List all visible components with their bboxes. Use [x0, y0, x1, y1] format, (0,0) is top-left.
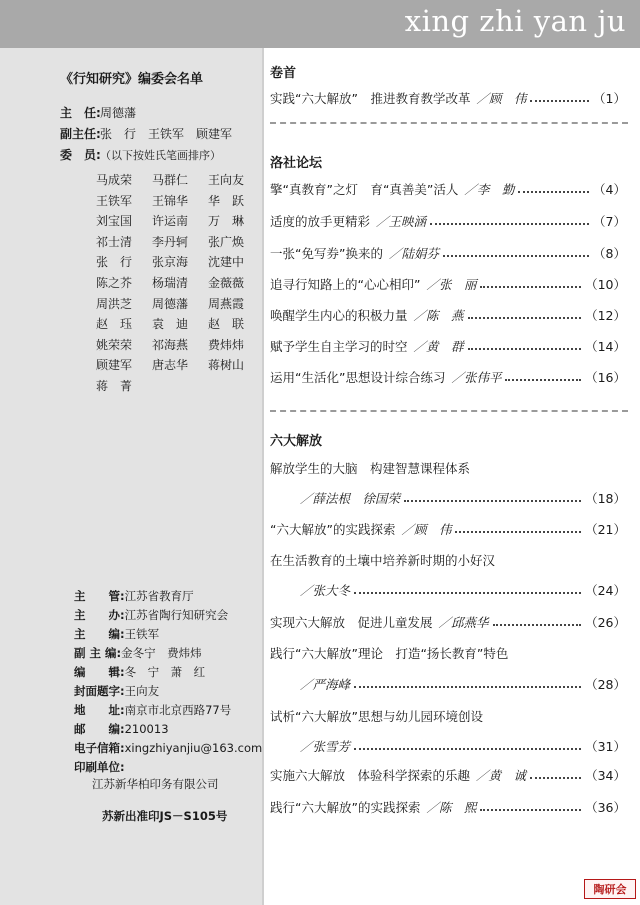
toc-entry[interactable]: [270, 458, 626, 478]
toc-entry-author: ／黄 群: [413, 339, 464, 354]
member-name: 陈之芥: [96, 275, 133, 290]
toc-entry[interactable]: [270, 211, 626, 231]
toc-entry-author: ／顾 伟: [476, 91, 527, 106]
members-row: [96, 191, 264, 212]
members-row: [96, 252, 264, 273]
pub-label: 主 编:: [74, 627, 125, 641]
member-name: 马群仁: [152, 173, 189, 187]
pub-editor-in-chief: [74, 626, 159, 642]
members-row: [96, 170, 264, 191]
toc-entry-title: 实现六大解放 促进儿童发展: [270, 615, 433, 630]
toc-entry-title: 赋予学生自主学习的时空: [270, 339, 408, 354]
toc-entry-page: （8）: [593, 246, 626, 261]
toc-entry-title: 唤醒学生内心的积极力量: [270, 308, 408, 323]
toc-entry-title: 适度的放手更精彩: [270, 214, 371, 229]
toc-entry-title: 在生活教育的土壤中培养新时期的小好汉: [270, 553, 496, 568]
pub-label: 邮 编:: [74, 722, 125, 736]
toc-entry[interactable]: [270, 550, 626, 570]
pub-label: 副 主 编:: [74, 646, 122, 660]
members-row: [96, 232, 264, 253]
committee-title: 《行知研究》编委会名单: [60, 72, 204, 87]
member-name: 袁 迪: [152, 317, 189, 332]
toc-entry-title: 一张“免写券”换来的: [270, 246, 383, 261]
toc-entry-title: 试析“六大解放”思想与幼儿园环境创设: [270, 709, 483, 724]
pub-value: 江苏省教育厅: [124, 589, 194, 603]
pub-label: 地 址:: [74, 703, 125, 717]
director-label: 主 任:: [60, 106, 101, 120]
header-title: xing zhi yan ju: [404, 4, 626, 38]
toc-entry-continuation[interactable]: [300, 674, 626, 694]
printer-name: 江苏新华柏印务有限公司: [92, 777, 219, 791]
toc-entry-author: ／顾 伟: [401, 522, 452, 537]
toc-entry-page: （31）: [585, 739, 626, 754]
section-divider: [270, 122, 628, 124]
toc-entry-author: ／陈 熙: [426, 800, 477, 815]
member-name: 赵 联: [208, 317, 245, 332]
toc-entry[interactable]: [270, 643, 626, 663]
dot-leader: [480, 286, 581, 288]
dot-leader: [354, 748, 581, 750]
pub-printer-label: [74, 759, 125, 775]
toc-entry[interactable]: [270, 336, 626, 356]
dot-leader: [443, 255, 589, 257]
toc-entry-author: ／张伟平: [451, 370, 502, 385]
toc-entry-page: （12）: [585, 308, 626, 323]
dot-leader: [530, 777, 581, 779]
pub-value: 金冬宁 费炜炜: [121, 646, 202, 660]
pub-deputy-editor: [74, 645, 202, 661]
section-divider: [270, 410, 628, 412]
toc-entry[interactable]: [270, 612, 626, 632]
pub-label: 电子信箱:: [74, 741, 125, 755]
toc-entry-continuation[interactable]: [300, 736, 626, 756]
toc-entry-author: ／张 丽: [426, 277, 477, 292]
pub-value: 冬 宁 萧 红: [124, 665, 206, 679]
member-name: 顾建军: [96, 358, 133, 373]
pub-supervisor: [74, 588, 194, 604]
toc-entry-title: 追寻行知路上的“心心相印”: [270, 277, 421, 292]
dot-leader: [480, 809, 581, 811]
members-row: [96, 294, 264, 315]
pub-postcode: [74, 721, 169, 737]
pub-email: [74, 740, 262, 756]
member-name: 万 琳: [208, 214, 245, 229]
toc-entry-title: 擎“真教育”之灯 育“真善美”活人: [270, 182, 459, 197]
toc-entry-title: 运用“生活化”思想设计综合练习: [270, 370, 446, 385]
toc-entry-page: （14）: [585, 339, 626, 354]
member-name: 蒋树山: [208, 358, 245, 373]
member-name: 马成荣: [96, 173, 133, 187]
toc-entry[interactable]: [270, 706, 626, 726]
member-name: 祁海燕: [152, 337, 189, 352]
member-name: 华 跃: [208, 193, 245, 208]
pub-value: 南京市北京西路77号: [124, 703, 232, 717]
member-name: 周德藩: [152, 296, 189, 311]
members-row: [96, 314, 264, 335]
dot-leader: [430, 223, 589, 225]
pub-value: 王向友: [124, 684, 160, 698]
dot-leader: [468, 317, 582, 319]
member-name: 张广焕: [208, 234, 245, 249]
toc-entry-title: “六大解放”的实践探索: [270, 522, 396, 537]
toc-entry-title: 践行“六大解放”理论 打造“扬长教育”特色: [270, 646, 509, 661]
member-name: 唐志华: [152, 358, 189, 373]
member-name: 王锦华: [152, 193, 189, 208]
dot-leader: [354, 592, 581, 594]
member-name: 张 行: [96, 255, 133, 270]
dot-leader: [493, 624, 582, 626]
toc-entry[interactable]: [270, 765, 626, 785]
vice-director-label: 副主任:: [60, 127, 101, 141]
pub-value: 王铁军: [124, 627, 160, 641]
member-name: 王向友: [208, 173, 245, 187]
pub-label: 封面题字:: [74, 684, 125, 698]
toc-entry-author: ／张大冬: [300, 583, 351, 598]
members-label: 委 员:: [60, 148, 101, 162]
toc-entry-page: （36）: [585, 800, 626, 815]
pub-cover-calligraphy: [74, 683, 159, 699]
toc-entry-author: ／陈 燕: [413, 308, 464, 323]
toc-entry[interactable]: [270, 179, 626, 199]
dot-leader: [354, 686, 581, 688]
member-name: 赵 珏: [96, 317, 133, 332]
dot-leader: [468, 348, 582, 350]
vice-director-names: 张 行 王铁军 顾建军: [100, 127, 233, 141]
dot-leader: [518, 191, 589, 193]
members-row: [96, 355, 264, 376]
pub-value: xingzhiyanjiu@163.com: [124, 741, 263, 755]
member-name: 周洪芝: [96, 296, 133, 311]
toc-entry[interactable]: [270, 274, 626, 294]
toc-entry-page: （18）: [585, 491, 626, 506]
pub-value: 江苏省陶行知研究会: [124, 608, 229, 622]
toc-entry-page: （28）: [585, 677, 626, 692]
director-name: 周德藩: [100, 106, 137, 120]
member-name: 蒋 菁: [96, 378, 133, 393]
member-name: 李丹轲: [152, 234, 189, 249]
member-name: 王铁军: [96, 193, 133, 208]
member-name: 姚荣荣: [96, 337, 133, 352]
members-row: [96, 335, 264, 356]
pub-label: 编 辑:: [74, 665, 125, 679]
member-name: 周燕霞: [208, 296, 245, 311]
members-row: [96, 376, 264, 397]
dot-leader: [404, 500, 581, 502]
member-name: 刘宝国: [96, 214, 133, 229]
section-title: 卷首: [270, 66, 297, 81]
members-list: [96, 170, 264, 397]
toc-entry-author: ／黄 诚: [476, 768, 527, 783]
toc-entry-author: ／王映涵: [376, 214, 427, 229]
print-license: 苏新出准印JS－S105号: [102, 809, 228, 823]
pub-value: 210013: [124, 722, 169, 736]
toc-entry-title: 解放学生的大脑 构建智慧课程体系: [270, 461, 471, 476]
pub-address: [74, 702, 231, 718]
toc-entry-page: （21）: [585, 522, 626, 537]
toc-entry-author: ／陆娟芬: [388, 246, 439, 261]
pub-editors: [74, 664, 205, 680]
pub-label: 主 办:: [74, 608, 125, 622]
member-name: 许运南: [152, 214, 189, 229]
toc-entry-page: （24）: [585, 583, 626, 598]
members-row: [96, 273, 264, 294]
member-name: 沈建中: [208, 255, 245, 270]
dot-leader: [505, 379, 581, 381]
toc-entry-author: ／李 勤: [464, 182, 515, 197]
toc-entry-page: （26）: [585, 615, 626, 630]
members-note: （以下按姓氏笔画排序）: [100, 149, 221, 162]
toc-entry-author: ／严海峰: [300, 677, 351, 692]
toc-entry-page: （16）: [585, 370, 626, 385]
member-name: 金薇薇: [208, 275, 245, 290]
member-name: 祁士清: [96, 234, 133, 249]
toc-entry[interactable]: [270, 797, 626, 817]
watermark-stamp: 陶研会: [584, 879, 636, 899]
dot-leader: [530, 100, 589, 102]
toc-entry-page: （10）: [585, 277, 626, 292]
section-title: 洛社论坛: [270, 156, 323, 171]
toc-entry[interactable]: [270, 519, 626, 539]
toc-entry-title: 实践“六大解放” 推进教育教学改革: [270, 91, 471, 106]
toc-entry[interactable]: [270, 88, 626, 108]
pub-sponsor: [74, 607, 228, 623]
pub-label: 印刷单位:: [74, 760, 125, 774]
toc-entry-author: ／张雪芳: [300, 739, 351, 754]
members-row: [96, 211, 264, 232]
toc-entry[interactable]: [270, 243, 626, 263]
toc-entry-author: ／薛法根 徐国荣: [300, 491, 401, 506]
toc-entry-author: ／邱燕华: [438, 615, 489, 630]
toc-entry-continuation[interactable]: [300, 488, 626, 508]
toc-entry-page: （7）: [593, 214, 626, 229]
member-name: 张京海: [152, 255, 189, 270]
toc-entry-title: 实施六大解放 体验科学探索的乐趣: [270, 768, 471, 783]
toc-entry-continuation[interactable]: [300, 580, 626, 600]
header-band: [0, 0, 640, 48]
toc-entry-page: （1）: [593, 91, 626, 106]
toc-entry[interactable]: [270, 305, 626, 325]
dot-leader: [455, 531, 581, 533]
toc-entry-title: 践行“六大解放”的实践探索: [270, 800, 421, 815]
section-title: 六大解放: [270, 434, 323, 449]
member-name: 费炜炜: [208, 337, 245, 352]
member-name: 杨瑞清: [152, 275, 189, 290]
pub-label: 主 管:: [74, 589, 125, 603]
toc-entry[interactable]: [270, 367, 626, 387]
toc-entry-page: （4）: [593, 182, 626, 197]
toc-entry-page: （34）: [585, 768, 626, 783]
